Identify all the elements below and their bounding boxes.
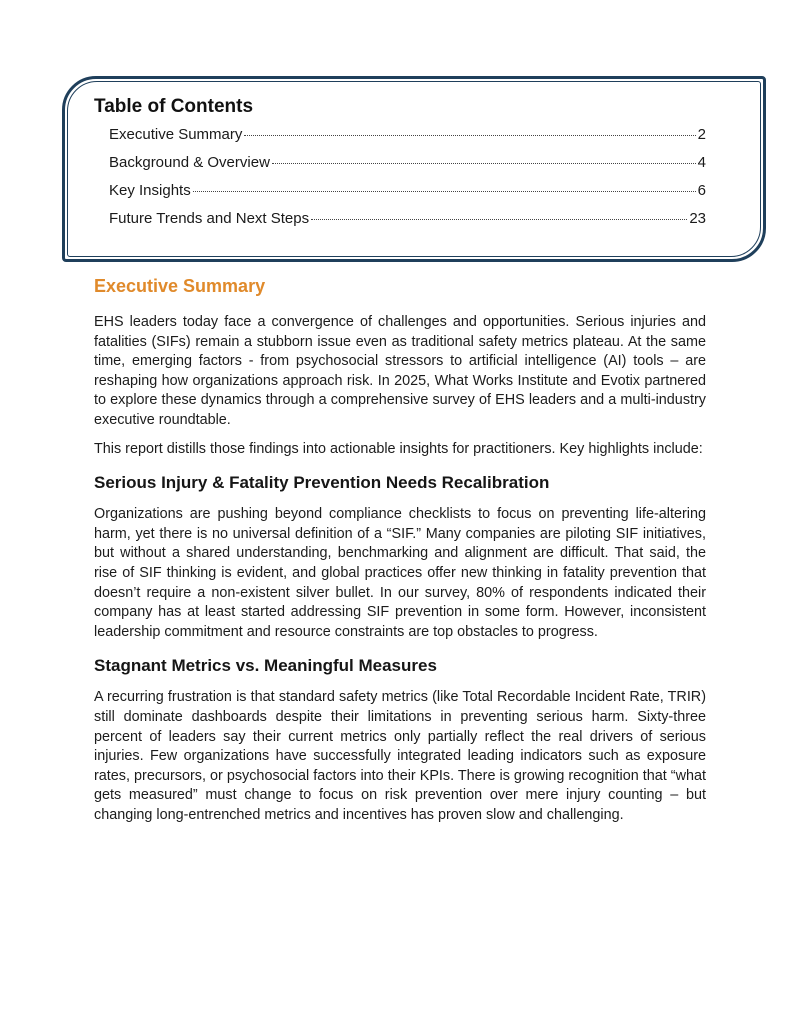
toc-item-future-trends[interactable] [109,210,706,238]
toc-item-executive-summary[interactable] [109,126,706,154]
toc-item-page: 2 [697,126,706,143]
main-content [94,276,706,834]
toc-leader-dots [272,163,696,164]
toc-item-label: Key Insights [109,182,191,199]
subheading-sif-prevention: Serious Injury & Fatality Prevention Needs Recalibration [94,473,550,493]
toc-item-key-insights[interactable] [109,182,706,210]
toc-leader-dots [311,219,687,220]
toc-list [109,126,706,238]
paragraph-metrics: A recurring frustration is that standard safety metrics (like Total Recordable Incident Rate, TRIR) still dominate dashboards despite their limitations in preventing serious harm. Sixty-three percent of leaders say their current metrics only partially reflect the real drivers of serious injuries. Few organizations have successfully integrated leading indicators such as exposure rates, precursors, or psychosocial factors into their KPIs. There is growing recognition that “what gets measured” must change to focus on risk prevention over mere injury counting – but changing long-entrenched metrics and incentives has proven slow and challenging. [94,689,706,823]
paragraph-intro: EHS leaders today face a convergence of challenges and opportunities. Serious injuries and fatalities (SIFs) remain a stubborn issue even as traditional safety metrics plateau. At the same time, emerging factors - from psychosocial stressors to artificial intelligence (AI) tools – are reshaping how organizations approach risk. In 2025, What Works Institute and Evotix partnered to explore these dynamics through a comprehensive survey of EHS leaders and a multi-industry executive roundtable. [94,314,706,428]
toc-leader-dots [193,191,696,192]
toc-item-label: Future Trends and Next Steps [109,210,310,227]
toc-item-page: 4 [697,154,706,171]
toc-leader-dots [244,135,695,136]
toc-item-label: Executive Summary [109,126,243,143]
toc-title: Table of Contents [94,96,254,117]
paragraph-highlights: This report distills those findings into actionable insights for practitioners. Key highlights include: [94,440,703,457]
toc-item-label: Background & Overview [109,154,270,171]
subheading-metrics: Stagnant Metrics vs. Meaningful Measures [94,656,437,676]
toc-item-page: 6 [697,182,706,199]
toc-item-page: 23 [689,210,706,227]
toc-item-background-overview[interactable] [109,154,706,182]
section-heading-executive-summary: Executive Summary [94,276,266,296]
table-of-contents [62,76,766,262]
paragraph-sif: Organizations are pushing beyond compliance checklists to focus on preventing life-altering harm, yet there is no universal definition of a “SIF.” Many companies are piloting SIF initiatives, but without a shared understanding, benchmarking and alignment are difficult. That said, the rise of SIF thinking is evident, and global practices offer new thinking in fatality prevention that doesn’t require a non-existent silver bullet. In our survey, 80% of respondents indicated their company has at least started addressing SIF prevention in some form. However, inconsistent leadership commitment and resource constraints are top obstacles to progress. [94,506,706,640]
